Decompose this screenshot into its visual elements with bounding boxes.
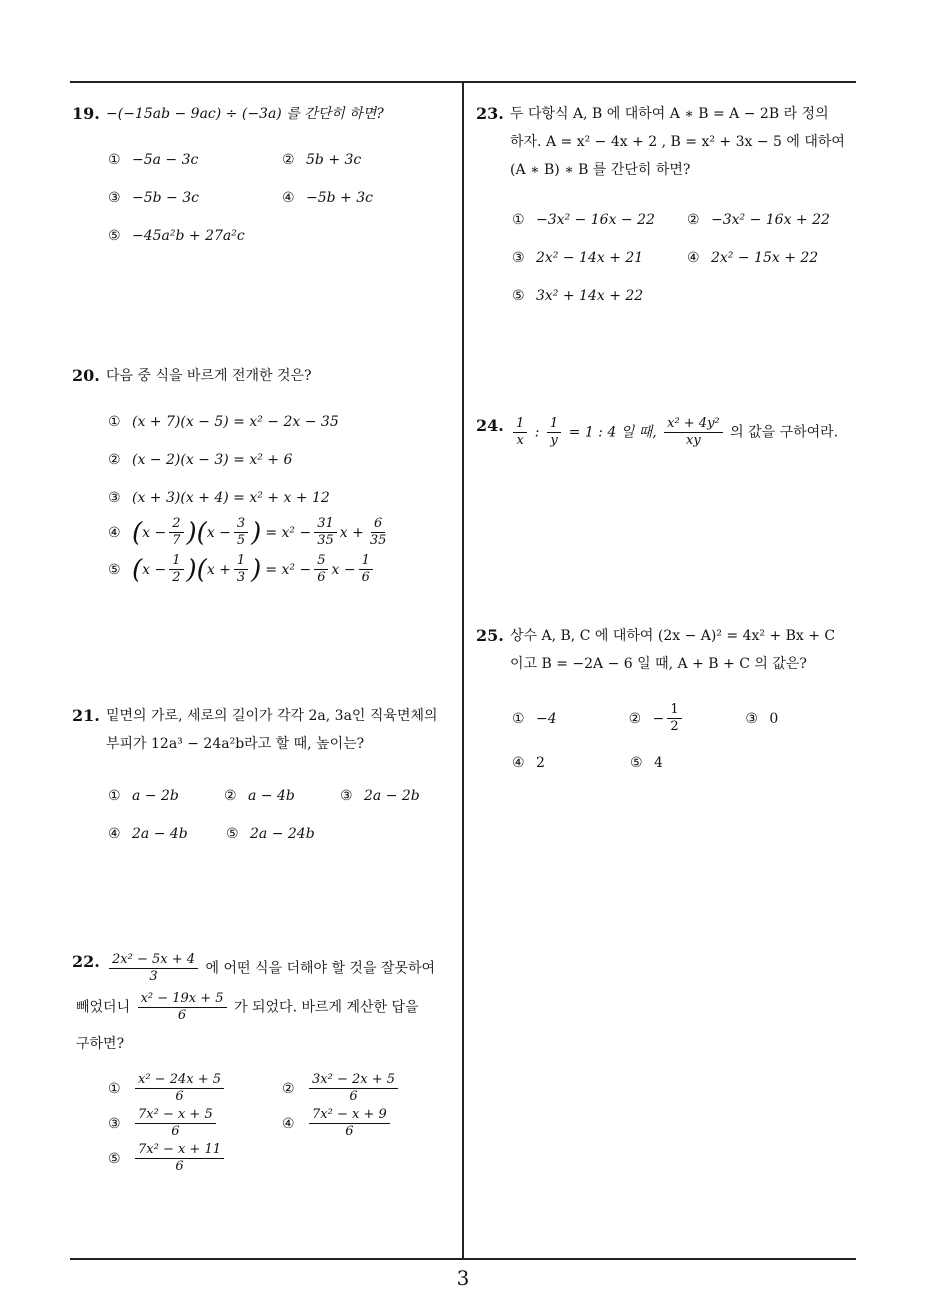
choice-1[interactable]: ① −5a − 3c [108, 152, 199, 168]
choice-4[interactable]: ④ 2 [512, 755, 545, 771]
choice-2[interactable]: ② − $\frac{1}{2}$ [629, 702, 746, 735]
choice-3[interactable]: ③ 0 [745, 710, 779, 727]
fraction: $\frac{\text{x² + 4y²}}{xy}$ [664, 416, 723, 449]
choices [512, 702, 862, 773]
page-number: 3 [456, 1266, 470, 1290]
fraction: $\frac{\text{2x² − 5x + 4}}{3}$ [109, 952, 198, 985]
choice-3[interactable]: ③ 2x² − 14x + 21 [512, 250, 644, 266]
choice-3[interactable]: ③ 2a − 2b [340, 788, 420, 804]
question-text-line-1: 상수 A, B, C 에 대하여 (2x − A)² = 4x² + Bx + C [510, 628, 836, 644]
choice-2[interactable]: ② a − 4b [224, 788, 295, 804]
column-divider [462, 82, 464, 1259]
question-number: 22. [72, 952, 100, 971]
question-22 [72, 952, 456, 1193]
question-text-line-1: 두 다항식 A, B 에 대하여 A ∗ B = A − 2B 라 정의 [510, 106, 829, 122]
choices [108, 412, 456, 586]
choice-4[interactable]: ④ $\frac{\text{7x² − x + 9}}{6}$ [282, 1107, 456, 1140]
choice-2[interactable]: ② (x − 2)(x − 3) = x² + 6 [108, 452, 293, 468]
choice-3[interactable]: ③ (x + 3)(x + 4) = x² + x + 12 [108, 490, 330, 506]
fraction: $\frac{1}{y}$ [547, 416, 561, 449]
choice-1[interactable]: ① (x + 7)(x − 5) = x² − 2x − 35 [108, 414, 339, 430]
question-21 [72, 706, 456, 862]
choice-4[interactable]: ④ 2a − 4b [108, 826, 188, 842]
choice-1[interactable]: ① −4 [512, 710, 557, 727]
choices [108, 786, 456, 844]
choices [108, 150, 456, 246]
question-text: −(−15ab − 9ac) ÷ (−3a) 를 간단히 하면? [106, 106, 384, 122]
choice-5[interactable]: ⑤ 3x² + 14x + 22 [512, 288, 644, 304]
question-text-3: 가 되었다. 바르게 계산한 답을 [234, 999, 419, 1016]
choice-1[interactable]: ① $\frac{\text{x² − 24x + 5}}{6}$ [108, 1072, 282, 1105]
choice-5[interactable]: ⑤ 2a − 24b [226, 826, 315, 842]
choice-3[interactable]: ③ −5b − 3c [108, 190, 199, 206]
choices [512, 210, 862, 306]
question-number: 19. [72, 104, 100, 123]
choice-5[interactable]: ⑤ $\frac{\text{7x² − x + 11}}{6}$ [108, 1142, 284, 1175]
choice-4[interactable]: ④ 2x² − 15x + 22 [687, 250, 819, 266]
choices [108, 1072, 456, 1175]
fraction: $\frac{1}{x}$ [513, 416, 527, 449]
choice-4[interactable]: ④ ( x − $\frac{2}{7}$ )( x − $\frac{3}{5}$ ) = x² − $\frac{31}{35}$ x + $\frac{6}{35}$ [108, 516, 387, 548]
question-text-line-1: 밑면의 가로, 세로의 길이가 각각 2a, 3a인 직육면체의 [106, 708, 438, 724]
question-number: 20. [72, 366, 100, 385]
question-19 [72, 104, 456, 264]
choice-1[interactable]: ① a − 2b [108, 788, 179, 804]
question-number: 24. [476, 416, 504, 435]
question-text-2: 의 값을 구하여라. [730, 424, 839, 441]
choice-2[interactable]: ② −3x² − 16x + 22 [687, 212, 830, 228]
question-23 [476, 104, 862, 324]
question-number: 23. [476, 104, 504, 123]
choice-2[interactable]: ② $\frac{\text{3x² − 2x + 5}}{6}$ [282, 1072, 456, 1105]
choice-5[interactable]: ⑤ −45a²b + 27a²c [108, 228, 245, 244]
fraction: $\frac{\text{x² − 19x + 5}}{6}$ [138, 991, 227, 1024]
choice-5[interactable]: ⑤ 4 [630, 755, 663, 771]
question-text-line-2: 하자. A = x² − 4x + 2 , B = x² + 3x − 5 에 대하여 [510, 134, 845, 150]
question-text-line-2: 이고 B = −2A − 6 일 때, A + B + C 의 값은? [510, 656, 807, 672]
question-25 [476, 626, 862, 791]
question-number: 21. [72, 706, 100, 725]
choice-1[interactable]: ① −3x² − 16x − 22 [512, 212, 655, 228]
question-text-line-2: 부피가 12a³ − 24a²b라고 할 때, 높이는? [106, 736, 365, 752]
question-text-1: 에 어떤 식을 더해야 할 것을 잘못하여 [205, 960, 436, 977]
question-text-1: = 1 : 4 일 때, [568, 424, 657, 441]
question-24: 24. $\frac{1}{x}$ : $\frac{1}{y}$ = 1 : 4 일 때, $\frac{\text{x² + 4y²}}{xy}$ 의 값을 구하여라. [476, 416, 839, 448]
choice-3[interactable]: ③ $\frac{\text{7x² − x + 5}}{6}$ [108, 1107, 282, 1140]
question-text: 다음 중 식을 바르게 전개한 것은? [106, 368, 312, 384]
question-20 [72, 366, 456, 604]
question-text-2: 빼었더니 [76, 999, 131, 1016]
question-text-line-3: (A ∗ B) ∗ B 를 간단히 하면? [510, 162, 691, 178]
choice-5[interactable]: ⑤ ( x − $\frac{1}{2}$ )( x + $\frac{1}{3}$ ) = x² − $\frac{5}{6}$ x − $\frac{1}{6}$ [108, 553, 376, 586]
question-text-4: 구하면? [76, 1036, 125, 1052]
choice-4[interactable]: ④ −5b + 3c [282, 190, 373, 206]
choice-2[interactable]: ② 5b + 3c [282, 152, 362, 168]
question-number: 25. [476, 626, 504, 645]
